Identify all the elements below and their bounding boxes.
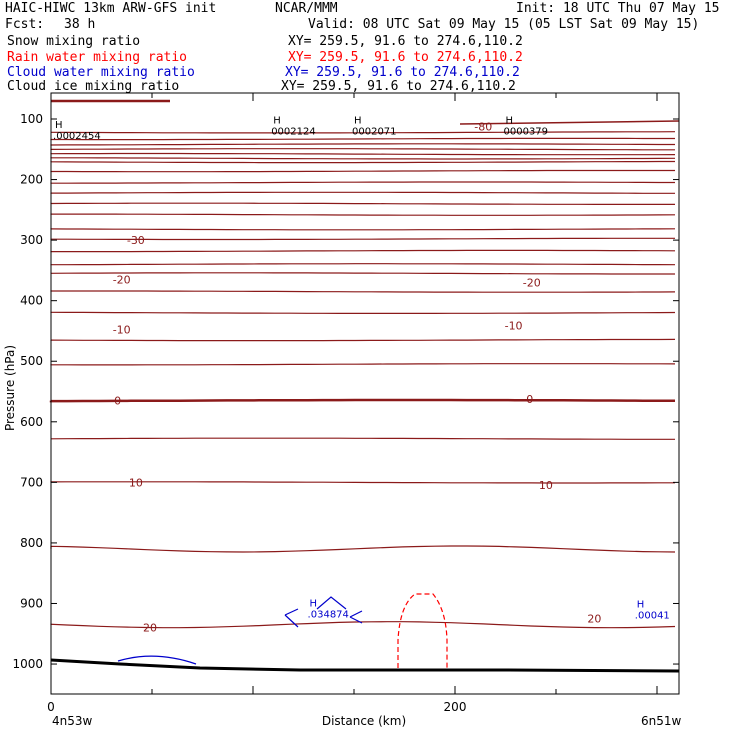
isotherm-line [51,364,675,365]
contour-label: 20 [587,612,602,626]
isotherm-line [51,273,675,274]
maximum-value: .00041 [634,610,670,622]
y-tick-label: 400 [20,293,43,308]
contour-label: -80 [474,120,493,134]
center-label: NCAR/MMM [275,1,338,16]
isotherm-line [51,339,675,340]
field-xy-cloud-water: XY= 259.5, 91.6 to 274.6,110.2 [285,65,520,80]
isotherm-line [51,203,675,204]
y-tick-label: 100 [20,112,43,126]
isotherm-line [51,162,675,163]
y-tick-label: 1000 [12,657,43,672]
isotherm-line [51,482,675,483]
x-axis-title: Distance (km) [321,714,407,728]
y-tick-label: 600 [20,414,43,429]
x-tick-label: 0 [47,700,55,714]
maximum-marker: H [55,119,63,131]
valid-time: Valid: 08 UTC Sat 09 May 15 (05 LST Sat 09 May 15) [308,17,700,32]
rain-water-contour [398,594,447,668]
contour-label: -20 [112,273,131,287]
contour-label: -20 [522,276,541,290]
isotherm-line [51,264,675,265]
isotherm-line [51,438,675,439]
maximum-value: 0000379 [503,126,549,138]
isotherm-line [51,214,675,215]
y-tick-label: 200 [20,172,43,187]
isotherm-line [51,250,675,251]
contour-label: -10 [112,323,131,337]
mixing-ratio-contours [118,594,447,668]
contour-label: 10 [538,478,553,492]
isotherm-line [51,312,675,313]
field-xy-rain: XY= 259.5, 91.6 to 274.6,110.2 [288,50,523,65]
maximum-value: .034874 [307,609,349,621]
contour-label: 0 [526,392,534,406]
isotherm-line [51,171,675,172]
isotherm-line [51,154,675,155]
temperature-contours [51,101,679,628]
init-time: Init: 18 UTC Thu 07 May 15 [516,1,720,16]
y-tick-label: 900 [20,596,43,611]
maximum-marker: H [505,115,514,127]
field-xy-cloud-ice: XY= 259.5, 91.6 to 274.6,110.2 [281,79,516,94]
y-tick-label: 700 [20,475,43,490]
isotherm-line [51,149,675,150]
isotherm-line [51,400,675,401]
field-label-cloud-water: Cloud water mixing ratio [7,65,195,80]
surface-line [51,660,679,671]
maximum-value: 0002124 [271,126,316,138]
y-tick-label: 300 [20,233,43,248]
maximum-marker: H [636,599,645,611]
maximum-marker: H [354,115,362,127]
isotherm-line [51,291,675,292]
y-tick-label: 500 [20,354,43,369]
isotherm-line [51,138,675,139]
contour-label: -30 [126,234,145,248]
contour-label: 20 [142,621,157,635]
maximum-value: 0002071 [352,126,397,138]
forecast-label: Fcst: [5,17,45,32]
y-tick-label: 800 [20,535,43,550]
field-label-cloud-ice: Cloud ice mixing ratio [7,79,180,94]
isotherm-line [51,192,675,193]
isotherm-line [51,182,675,183]
contour-label: -10 [504,319,523,333]
forecast-hour: 38 h [64,17,96,32]
maximum-value: .0002454 [53,130,101,142]
isotherm-line [51,546,675,552]
isotherm-line [51,158,675,159]
left-endpoint-label: 4n53w [52,714,93,728]
field-label-rain: Rain water mixing ratio [7,50,188,65]
isotherm-line [51,229,675,230]
model-title: HAIC-HIWC 13km ARW-GFS init [5,1,217,16]
isotherm-line [51,144,675,145]
x-tick-label: 200 [443,700,467,714]
terrain [51,660,679,671]
maximum-marker: H [309,598,318,610]
maximum-marker: H [273,115,281,127]
field-label-snow: Snow mixing ratio [7,34,141,49]
field-xy-snow: XY= 259.5, 91.6 to 274.6,110.2 [288,34,523,49]
axes [12,93,679,714]
contour-label: 0 [114,394,122,408]
isotherm-fragment [460,121,679,124]
right-endpoint-label: 6n51w [641,714,682,728]
contour-label: 10 [128,476,143,490]
y-axis-title: Pressure (hPa) [3,344,17,432]
cloud-water-contour [118,656,196,664]
